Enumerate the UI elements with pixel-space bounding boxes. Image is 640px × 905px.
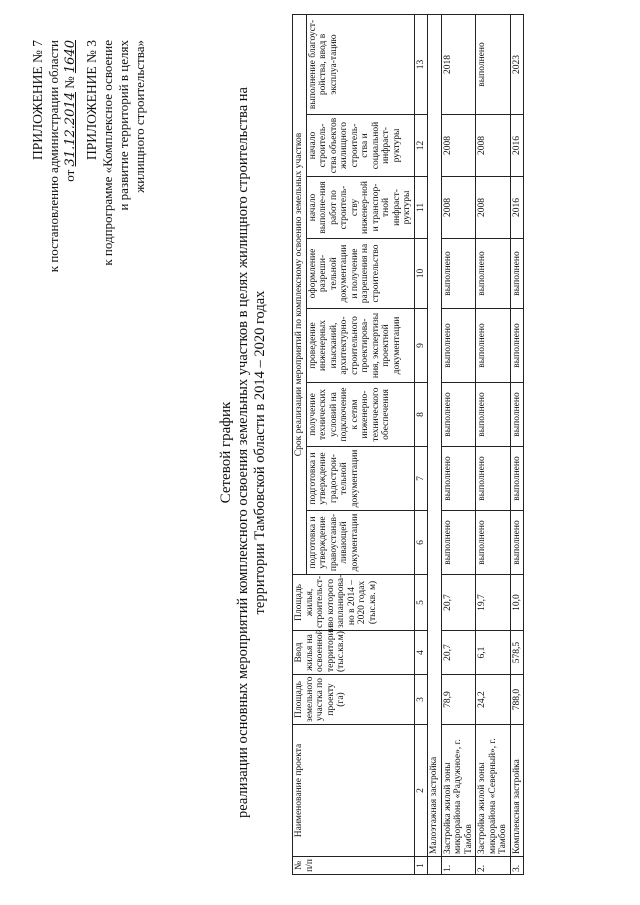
column-number-row: [414, 14, 428, 874]
col-number: 12: [414, 115, 428, 177]
row-c6: выполнено: [510, 511, 524, 575]
row-c10: выполнено: [441, 239, 476, 309]
header-c8: получение технических условий на подключение к сетям инженерно-технического обеспечения: [306, 383, 414, 447]
row-name: Комплексная застройка: [510, 725, 524, 857]
header-c11: начало выполне-ния работ по строитель-ству инженер-ной и транспор-тной инфраст-руктуры: [306, 177, 414, 239]
number-label: №: [62, 76, 77, 89]
row-c11: 2008: [476, 177, 511, 239]
row-planned: 10,0: [510, 575, 524, 631]
section-row: [428, 14, 442, 874]
row-c12: 2016: [510, 115, 524, 177]
col-number: 9: [414, 309, 428, 383]
row-c13: 2018: [441, 14, 476, 114]
schedule-table: [292, 14, 524, 875]
appendix-3-line-1: к подпрограмме «Комплексное освоение: [100, 40, 115, 266]
title-line-2: реализации основных мероприятий комплексного освоения земельных участков в целях жилищного строительства на: [235, 87, 251, 818]
row-c7: выполнено: [441, 447, 476, 511]
header-row-1: [293, 14, 307, 874]
row-c13: выполнено: [476, 14, 511, 114]
header-c7: подготовка и утверждение градострои-тельной документации: [306, 447, 414, 511]
row-name: Застройка жилой зоны микрорайона «Радужное», г. Тамбов: [441, 725, 476, 857]
col-number: 10: [414, 239, 428, 309]
row-c9: выполнено: [476, 309, 511, 383]
row-c6: выполнено: [476, 511, 511, 575]
row-area: 788,0: [510, 675, 524, 725]
header-name: Наименование проекта: [293, 725, 415, 857]
table-row: [441, 14, 476, 874]
row-c13: 2023: [510, 14, 524, 114]
row-c11: 2008: [441, 177, 476, 239]
appendix-3-line-2: и развитие территорий в целях: [116, 40, 131, 211]
header-c13: выполнение благоуст-ройства, ввод в эксплуа-тацию: [306, 14, 414, 114]
row-housing: 20,7: [441, 631, 476, 675]
col-number: 3: [414, 675, 428, 725]
appendix-3-header: [84, 40, 148, 266]
col-number: 2: [414, 725, 428, 857]
col-number: 1: [414, 857, 428, 875]
table-row: [476, 14, 511, 874]
header-housing-planned: Площадь жилья, строительст-во которого запланирова-но в 2014 – 2020 годах (тыс.кв. м): [293, 575, 415, 631]
title-line-1: Сетевой график: [218, 401, 234, 504]
row-c8: выполнено: [510, 383, 524, 447]
appendix-3-line-3: жилищного строительства»: [132, 40, 147, 193]
appendix-7-date-line: [62, 40, 79, 272]
col-number: 5: [414, 575, 428, 631]
row-housing: 6,1: [476, 631, 511, 675]
row-c12: 2008: [476, 115, 511, 177]
appendix-7-title: ПРИЛОЖЕНИЕ № 7: [30, 40, 45, 161]
header-group: Срок реализации мероприятий по комплексному освоению земельных участков: [293, 14, 307, 574]
row-num: 2.: [476, 857, 511, 875]
row-name: Застройка жилой зоны микрорайона «Северный», г. Тамбов: [476, 725, 511, 857]
row-housing: 578,5: [510, 631, 524, 675]
document-title: [218, 60, 269, 845]
header-num: № п/п: [293, 857, 415, 875]
appendix-3-title: ПРИЛОЖЕНИЕ № 3: [84, 40, 99, 161]
appendix-7-line: к постановлению администрации области: [46, 40, 61, 273]
row-num: 1.: [441, 857, 476, 875]
row-c9: выполнено: [441, 309, 476, 383]
appendix-7-header: [30, 40, 79, 272]
handwritten-number: 1640: [63, 40, 78, 74]
header-c12: начало строитель-ства объектов жилищного строитель-ства и социальной инфраст-руктуры: [306, 115, 414, 177]
row-c11: 2016: [510, 177, 524, 239]
row-c10: выполнено: [510, 239, 524, 309]
row-planned: 19,7: [476, 575, 511, 631]
col-number: 8: [414, 383, 428, 447]
row-c7: выполнено: [476, 447, 511, 511]
row-area: 78,9: [441, 675, 476, 725]
row-planned: 20,7: [441, 575, 476, 631]
row-c8: выполнено: [441, 383, 476, 447]
table-row: [510, 14, 524, 874]
from-label: от: [62, 169, 77, 182]
header-c9: проведение инженерных изысканий, архитектурно-строительного проектирова-ния, экспертизы проектной документации: [306, 309, 414, 383]
col-number: 7: [414, 447, 428, 511]
title-line-3: территории Тамбовской области в 2014 – 2020 годах: [252, 290, 268, 615]
col-number: 13: [414, 14, 428, 114]
header-c10: оформление разреши-тельной документации и получение разрешения на строительство: [306, 239, 414, 309]
col-number: 4: [414, 631, 428, 675]
row-area: 24,2: [476, 675, 511, 725]
header-area: Площадь земельного участка по проекту (га): [293, 675, 415, 725]
handwritten-date: 31.12.2014: [63, 92, 78, 167]
col-number: 6: [414, 511, 428, 575]
section-label: Малоэтажная застройка: [428, 14, 442, 856]
row-c6: выполнено: [441, 511, 476, 575]
row-c10: выполнено: [476, 239, 511, 309]
row-c7: выполнено: [510, 447, 524, 511]
row-num: 3.: [510, 857, 524, 875]
row-c9: выполнено: [510, 309, 524, 383]
row-c12: 2008: [441, 115, 476, 177]
row-c8: выполнено: [476, 383, 511, 447]
header-c6: подготовка и утверждение правоустанав-ливающей документации: [306, 511, 414, 575]
col-number: 11: [414, 177, 428, 239]
header-housing: Ввод жилья на освоенной территории (тыс.кв.м): [293, 631, 415, 675]
